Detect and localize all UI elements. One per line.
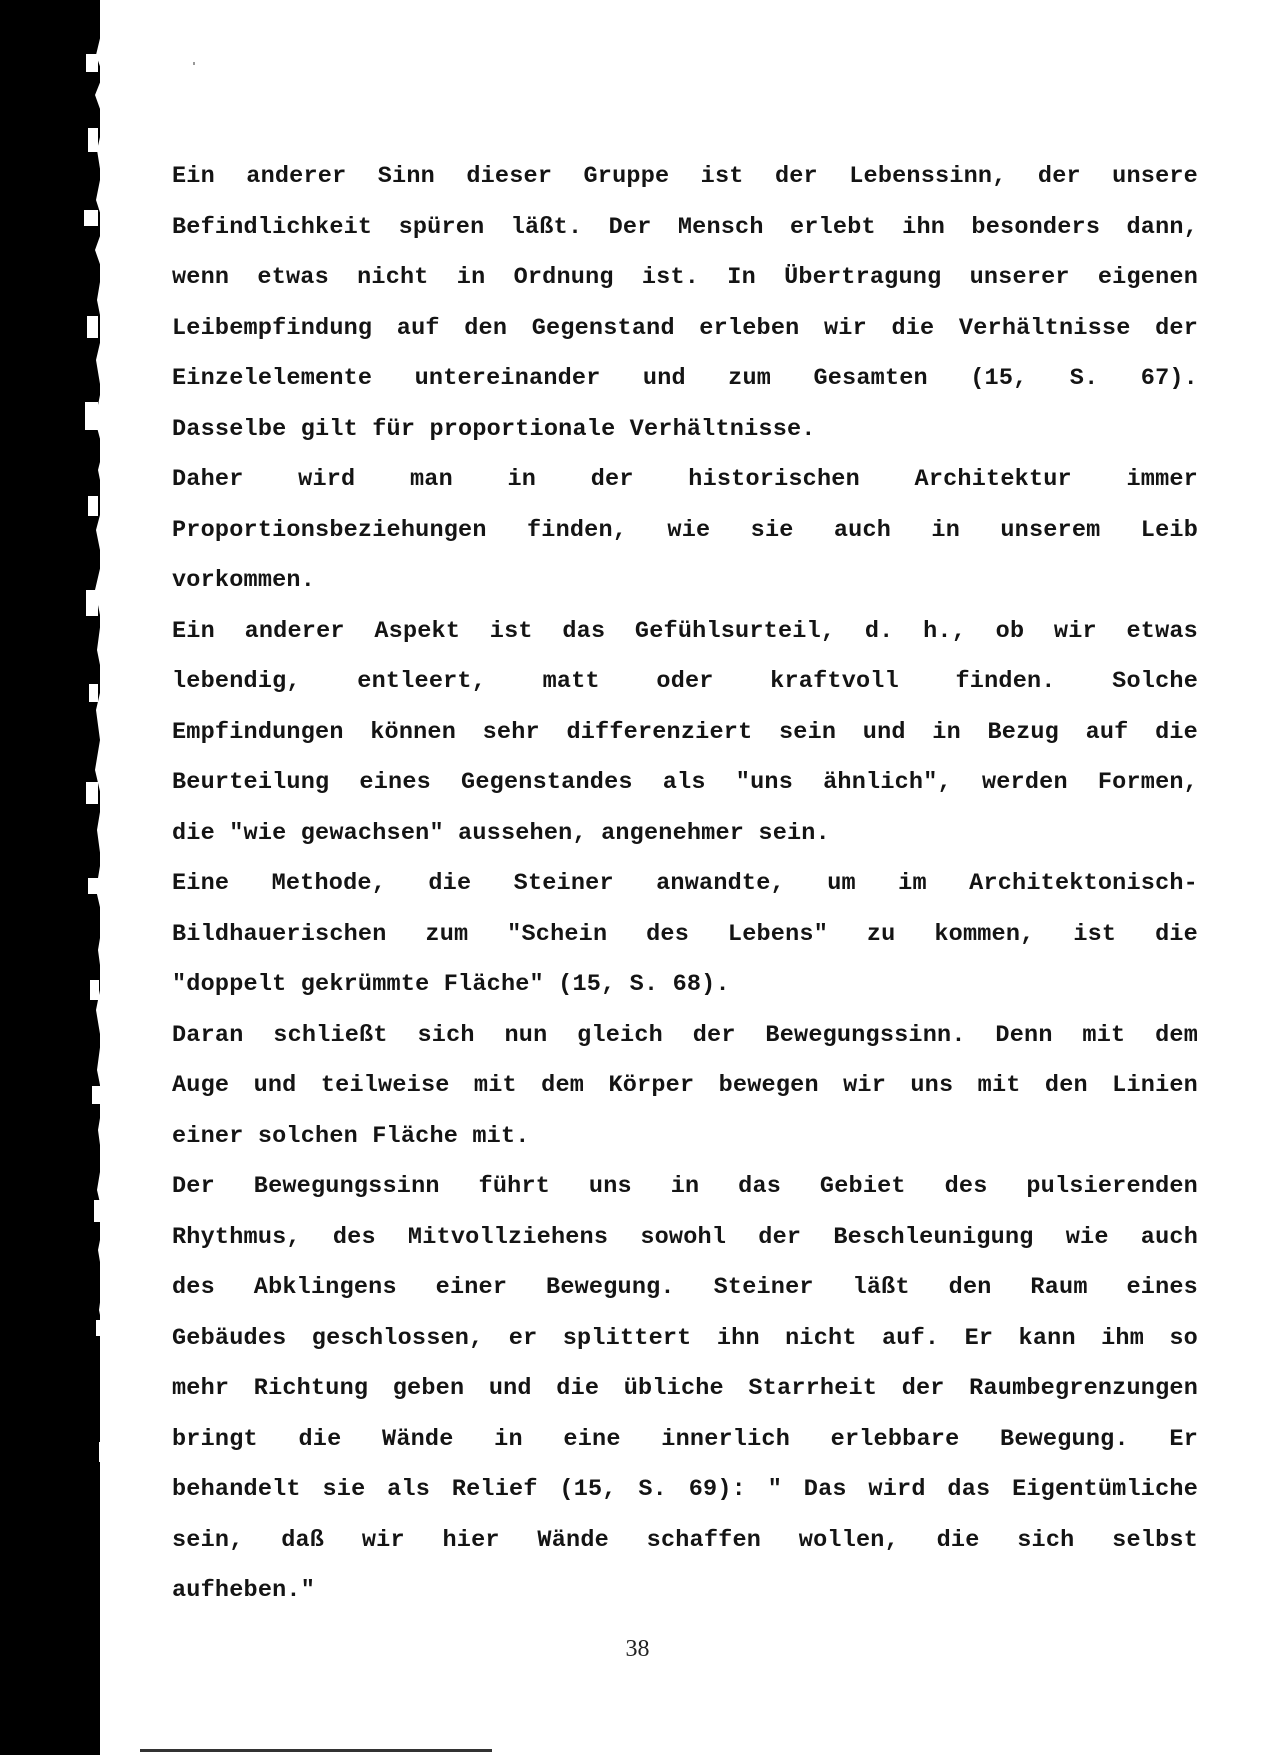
page-number: 38: [625, 1636, 650, 1662]
text-line: Gebäudes geschlossen, er splittert ihn nicht auf. Er kann ihm so: [172, 1324, 1198, 1352]
text-line: Empfindungen können sehr differenziert sein und in Bezug auf die: [172, 718, 1198, 746]
paragraph-bewegungssinn: [172, 1162, 1198, 1617]
paragraph-proportionen: [172, 455, 1198, 607]
scan-border-artifact: [0, 0, 100, 1755]
text-line: vorkommen.: [172, 567, 316, 594]
text-line: Daher wird man in der historischen Architektur immer: [172, 466, 1198, 493]
text-line: Der Bewegungssinn führt uns in das Gebiet des pulsierenden: [172, 1173, 1198, 1200]
text-line: Auge und teilweise mit dem Körper bewegen wir uns mit den Linien: [172, 1072, 1198, 1099]
paragraph-bewegungssinn-intro: [172, 1011, 1198, 1163]
text-line: sein, daß wir hier Wände schaffen wollen, die sich selbst: [172, 1526, 1198, 1554]
text-line: behandelt sie als Relief (15, S. 69): " Das wird das Eigentümliche: [172, 1476, 1198, 1503]
paragraph-lebenssinn: [172, 152, 1198, 455]
text-line: Proportionsbeziehungen finden, wie sie auch in unserem Leib: [172, 516, 1198, 544]
text-line: Dasselbe gilt für proportionale Verhältnisse.: [172, 415, 816, 443]
scan-speck: [193, 62, 195, 65]
text-line: aufheben.": [172, 1577, 316, 1604]
text-line: des Abklingens einer Bewegung. Steiner läßt den Raum eines: [172, 1274, 1198, 1301]
bottom-edge-rule: [140, 1749, 492, 1752]
text-line: Bildhauerischen zum "Schein des Lebens" zu kommen, ist die: [172, 920, 1198, 948]
document-body: [172, 152, 1198, 1617]
text-line: Befindlichkeit spüren läßt. Der Mensch erlebt ihn besonders dann,: [172, 213, 1198, 241]
text-line: Daran schließt sich nun gleich der Bewegungssinn. Denn mit dem: [172, 1021, 1198, 1049]
paragraph-gefuehlsurteil: [172, 607, 1198, 860]
text-line: lebendig, entleert, matt oder kraftvoll finden. Solche: [172, 668, 1198, 695]
text-line: Rhythmus, des Mitvollziehens sowohl der Beschleunigung wie auch: [172, 1223, 1198, 1251]
paragraph-methode: [172, 859, 1198, 1011]
text-line: Ein anderer Sinn dieser Gruppe ist der Lebenssinn, der unsere: [172, 163, 1198, 190]
text-line: einer solchen Fläche mit.: [172, 1122, 530, 1150]
text-line: wenn etwas nicht in Ordnung ist. In Übertragung unserer eigenen: [172, 264, 1198, 291]
text-line: Eine Methode, die Steiner anwandte, um im Architektonisch-: [172, 870, 1198, 897]
text-line: Einzelelemente untereinander und zum Gesamten (15, S. 67).: [172, 365, 1198, 392]
text-line: Ein anderer Aspekt ist das Gefühlsurteil, d. h., ob wir etwas: [172, 617, 1198, 645]
text-line: Leibempfindung auf den Gegenstand erleben wir die Verhältnisse der: [172, 314, 1198, 342]
text-line: Beurteilung eines Gegenstandes als "uns ähnlich", werden Formen,: [172, 769, 1198, 796]
text-line: bringt die Wände in eine innerlich erlebbare Bewegung. Er: [172, 1425, 1198, 1453]
text-line: "doppelt gekrümmte Fläche" (15, S. 68).: [172, 971, 730, 998]
text-line: die "wie gewachsen" aussehen, angenehmer sein.: [172, 819, 830, 847]
text-line: mehr Richtung geben und die übliche Starrheit der Raumbegrenzungen: [172, 1375, 1198, 1402]
